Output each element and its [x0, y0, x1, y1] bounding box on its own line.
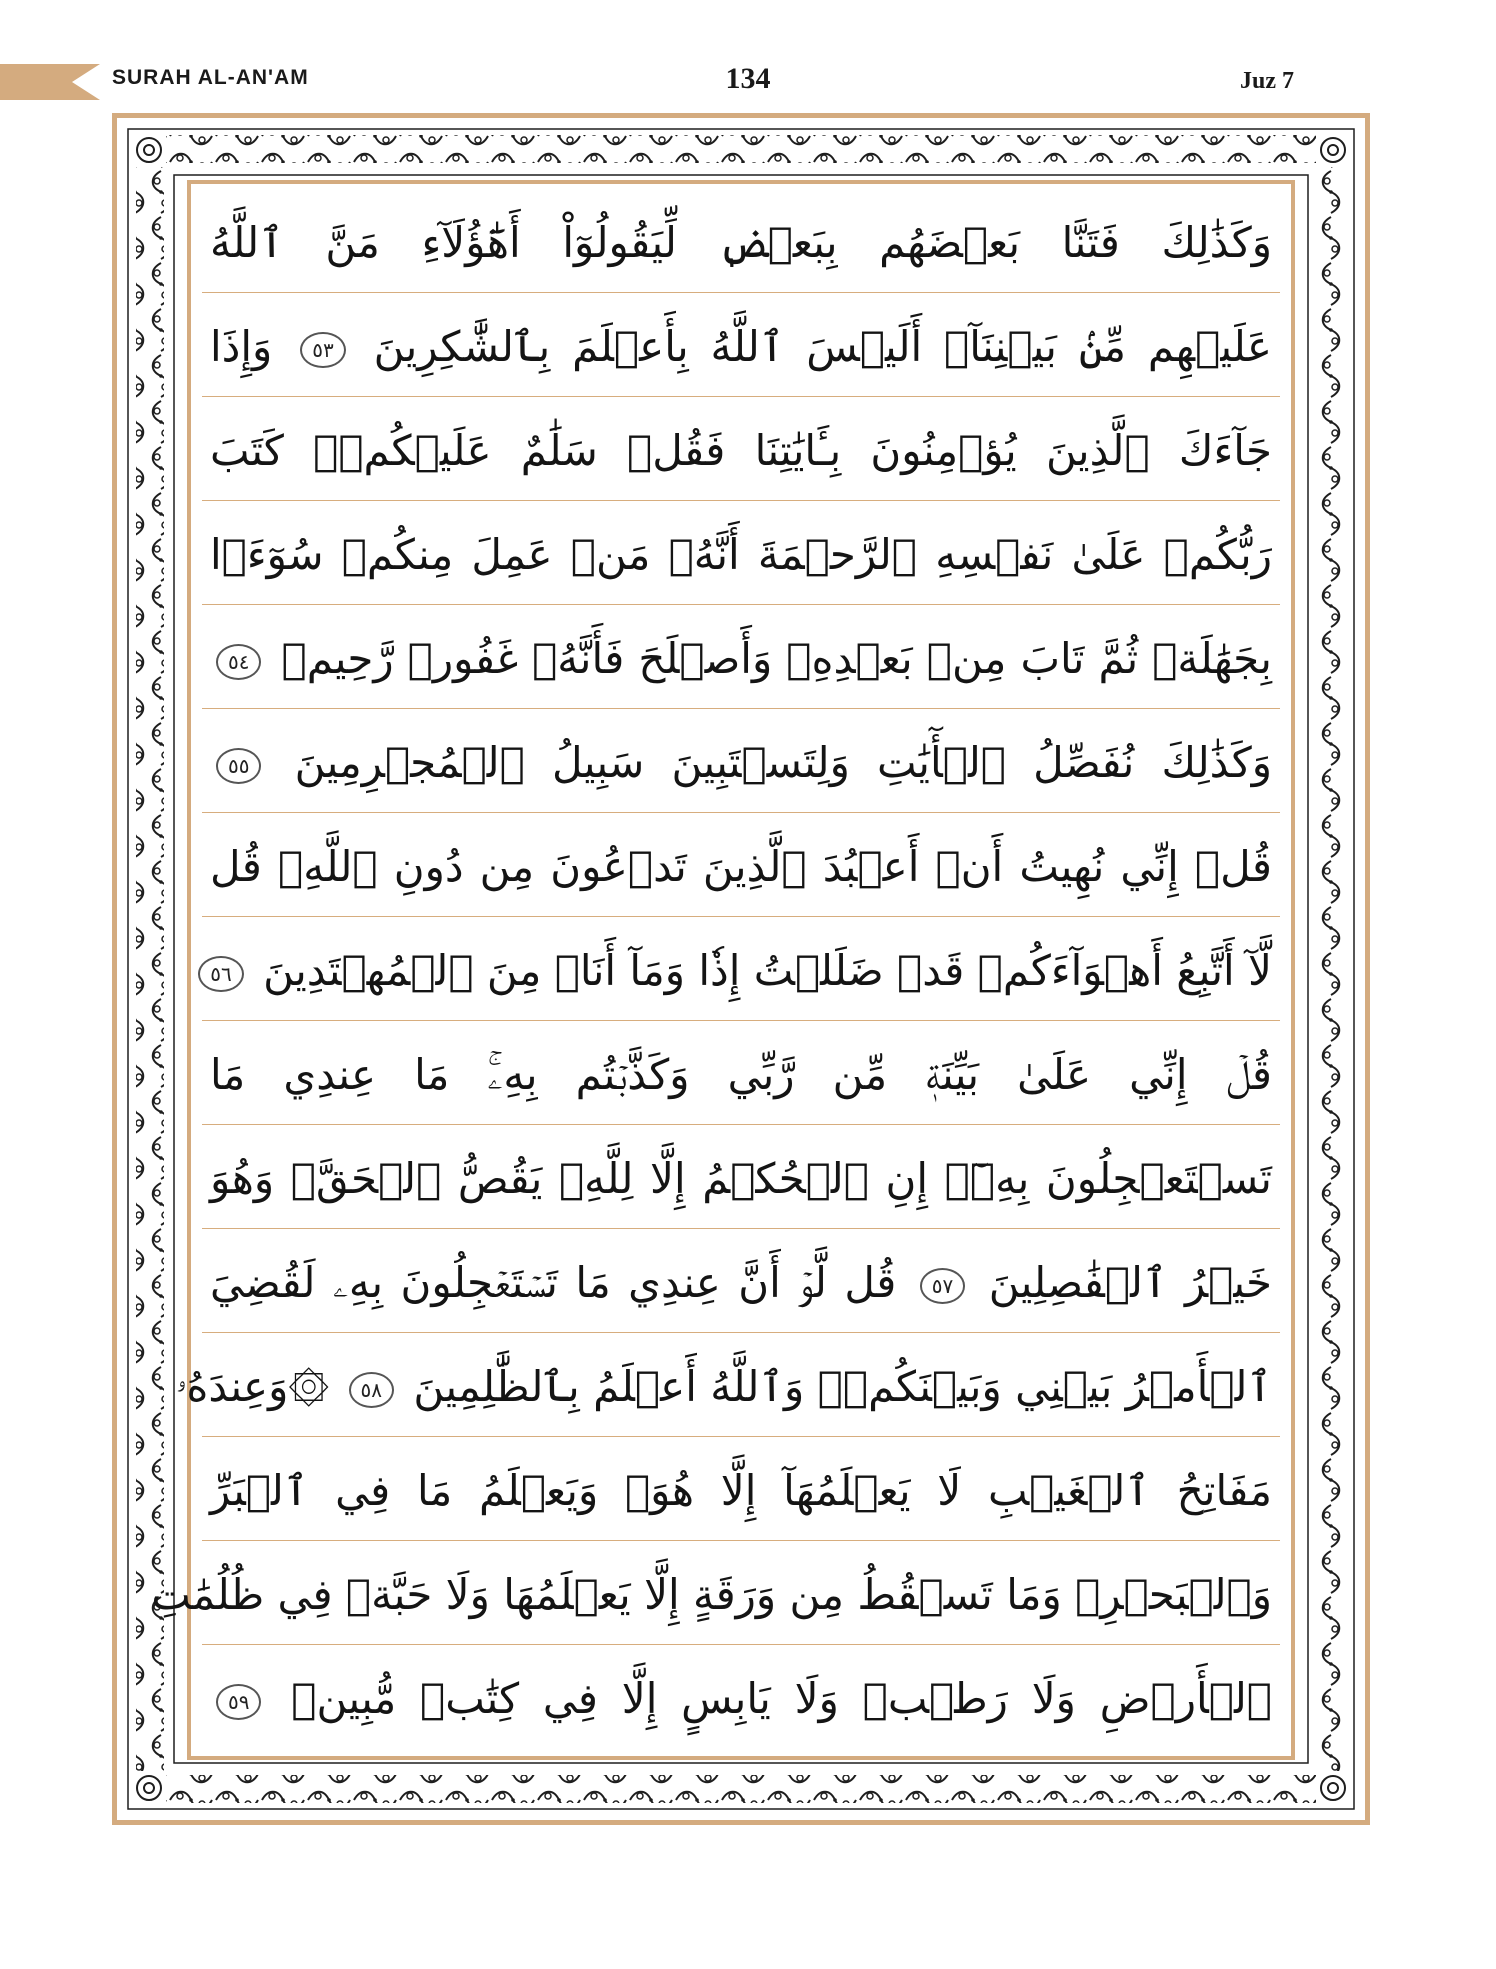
ayah-number-marker: ٥٣ [300, 332, 345, 368]
line-text: وَكَذَٰلِكَ نُفَصِّلُ ٱلۡأٓيَٰتِ وَلِتَسۡتَبِينَ سَبِيلُ ٱلۡمُجۡرِمِينَ [294, 738, 1272, 787]
line-text: لَّآ أَتَّبِعُ أَهۡوَآءَكُمۡ قَدۡ ضَلَلۡتُ إِذٗا وَمَآ أَنَا۠ مِنَ ٱلۡمُهۡتَدِينَ [263, 946, 1272, 995]
quran-text-block [151, 193, 1280, 1748]
verse-line [202, 817, 1280, 917]
line-text: جَآءَكَ ٱلَّذِينَ يُؤۡمِنُونَ بِـَٔايَٰتِنَا فَقُلۡ سَلَٰمٌ عَلَيۡكُمۡۖ كَتَبَ [210, 426, 1272, 475]
line-text: بِجَهَٰلَةٖ ثُمَّ تَابَ مِنۢ بَعۡدِهِۦ وَأَصۡلَحَ فَأَنَّهُۥ غَفُورٞ رَّحِيمٞ [281, 634, 1272, 683]
ayah-number-marker: ٥٥ [216, 748, 261, 784]
line-text: وَكَذَٰلِكَ فَتَنَّا بَعۡضَهُم بِبَعۡضٖ لِّيَقُولُوٓاْ أَهَٰٓؤُلَآءِ مَنَّ ٱللَّهُ [210, 218, 1272, 267]
juz-label: Juz 7 [1240, 68, 1294, 94]
line-text: ٱلۡأَرۡضِ وَلَا رَطۡبٖ وَلَا يَابِسٍ إِلَّا فِي كِتَٰبٖ مُّبِينٖ [291, 1674, 1272, 1723]
verse-line [202, 713, 1280, 813]
surah-name: SURAH AL-AN'AM [112, 66, 309, 89]
verse-line [202, 1649, 1280, 1749]
verse-line [202, 1025, 1280, 1125]
verse-line [202, 401, 1280, 501]
ayah-number-marker: ٥٧ [920, 1268, 965, 1304]
verse-line [202, 921, 1280, 1021]
verse-line [202, 505, 1280, 605]
verse-line [202, 193, 1280, 293]
line-text: عَلَيۡهِم مِّنۢ بَيۡنِنَآۗ أَلَيۡسَ ٱللَّهُ بِأَعۡلَمَ بِٱلشَّٰكِرِينَ [373, 322, 1272, 371]
verse-line [202, 1233, 1280, 1333]
verse-line [202, 609, 1280, 709]
verse-line [175, 1337, 1280, 1437]
ayah-number-marker: ٥٦ [198, 956, 243, 992]
line-text: ٱلۡأَمۡرُ بَيۡنِي وَبَيۡنَكُمۡۗ وَٱللَّهُ أَعۡلَمُ بِٱلظَّٰلِمِينَ [413, 1362, 1272, 1411]
verse-line [151, 1545, 1280, 1645]
line-text: مَفَاتِحُ ٱلۡغَيۡبِ لَا يَعۡلَمُهَآ إِلَّا هُوَۚ وَيَعۡلَمُ مَا فِي ٱلۡبَرِّ [210, 1466, 1272, 1515]
line-text: تَسۡتَعۡجِلُونَ بِهِۦٓۚ إِنِ ٱلۡحُكۡمُ إِلَّا لِلَّهِۖ يَقُصُّ ٱلۡحَقَّۖ وَهُوَ [210, 1154, 1272, 1203]
page-number: 134 [725, 62, 771, 95]
line-text: رَبُّكُمۡ عَلَىٰ نَفۡسِهِ ٱلرَّحۡمَةَ أَنَّهُۥ مَنۡ عَمِلَ مِنكُمۡ سُوٓءَۢا [210, 530, 1272, 579]
ayah-number-marker: ٥٩ [216, 1684, 261, 1720]
ayah-number-marker: ٥٨ [349, 1372, 394, 1408]
verse-line [202, 1441, 1280, 1541]
line-text: وَٱلۡبَحۡرِۚ وَمَا تَسۡقُطُ مِن وَرَقَةٍ إِلَّا يَعۡلَمُهَا وَلَا حَبَّةٖ فِي ظُلُمَٰتِ [151, 1570, 1272, 1619]
ayah-number-marker: ٥٤ [216, 644, 261, 680]
line-text: ۞وَعِندَهُۥ [175, 1362, 330, 1411]
line-text: قُلۡ إِنِّي عَلَىٰ بَيِّنَةٖ مِّن رَّبِّي وَكَذَّبۡتُم بِهِۦۚ مَا عِندِي مَا [210, 1050, 1272, 1099]
line-text: خَيۡرُ ٱلۡفَٰصِلِينَ [988, 1258, 1272, 1307]
verse-line [202, 297, 1280, 397]
line-text: قُل لَّوۡ أَنَّ عِندِي مَا تَسۡتَعۡجِلُونَ بِهِۦ لَقُضِيَ [210, 1258, 897, 1307]
verse-line [202, 1129, 1280, 1229]
line-text: وَإِذَا [210, 322, 273, 371]
line-text: قُلۡ إِنِّي نُهِيتُ أَنۡ أَعۡبُدَ ٱلَّذِينَ تَدۡعُونَ مِن دُونِ ٱللَّهِۚ قُل [210, 842, 1272, 891]
